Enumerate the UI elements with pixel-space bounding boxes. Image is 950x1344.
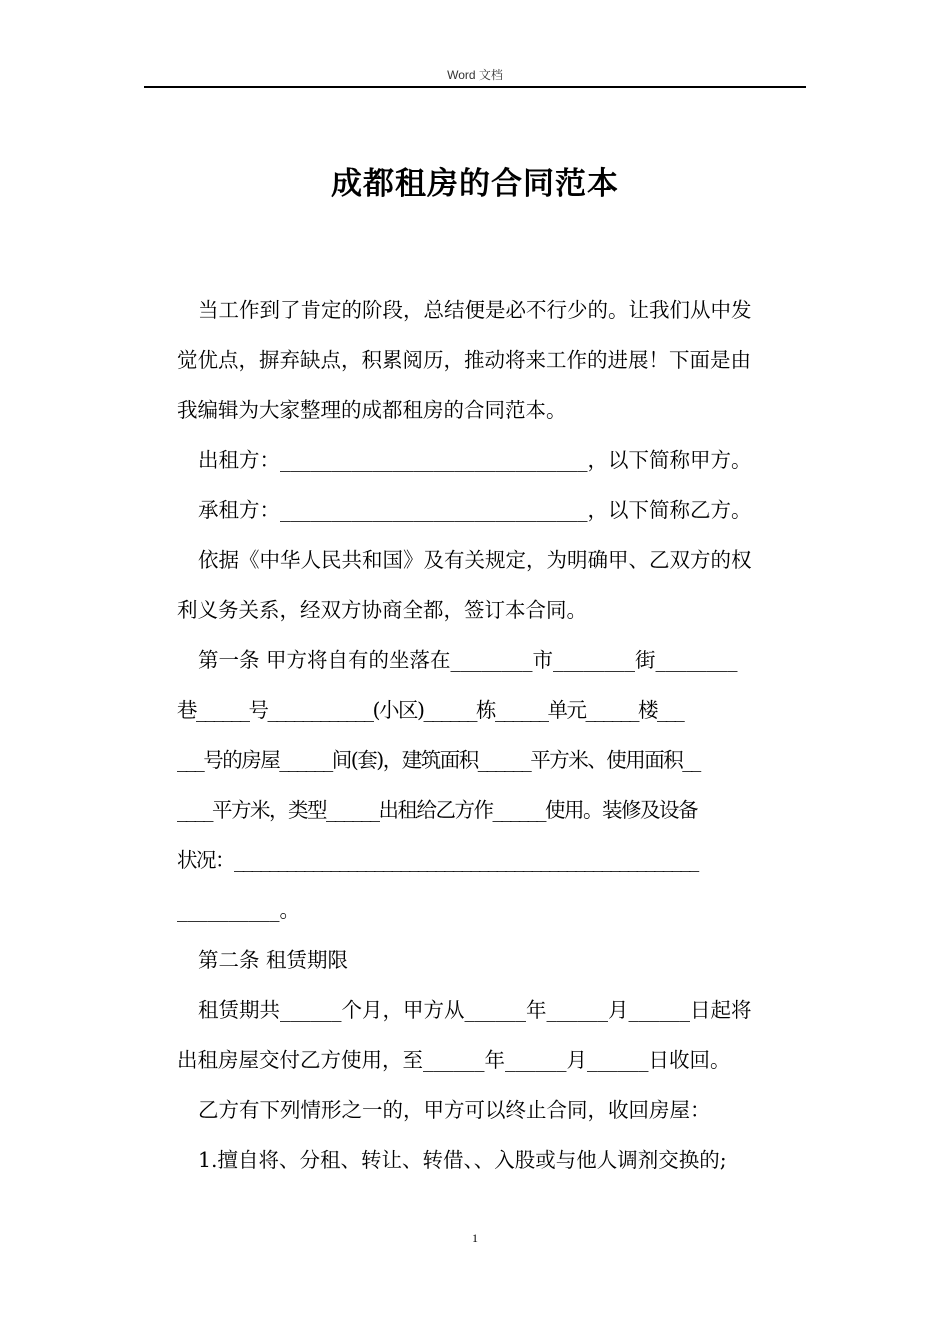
header-divider bbox=[144, 86, 806, 88]
basis-line-1: 依据《中华人民共和国》及有关规定，为明确甲、乙双方的权 bbox=[198, 548, 752, 572]
article-2-heading: 第二条 租赁期限 bbox=[198, 948, 349, 972]
page-number: 1 bbox=[472, 1231, 478, 1245]
intro-line-2: 觉优点，摒弃缺点，积累阅历，推动将来工作的进展！下面是由 bbox=[177, 348, 751, 372]
article-1-line-2: 巷______号____________(小区)______栋______单元______楼___ bbox=[177, 698, 684, 722]
document-body bbox=[177, 285, 807, 1185]
article-1 bbox=[177, 635, 807, 935]
termination-item-1: 1.擅自将、分租、转让、转借、、入股或与他人调剂交换的; bbox=[198, 1148, 727, 1172]
article-1-line-4: ____平方米，类型______出租给乙方作______使用。装修及设备 bbox=[177, 798, 697, 822]
article-1-line-3: ___号的房屋______间(套)，建筑面积______平方米、使用面积__ bbox=[177, 748, 700, 772]
basis-paragraph bbox=[177, 535, 807, 635]
intro-paragraph bbox=[177, 285, 807, 435]
termination-clause: 乙方有下列情形之一的，甲方可以终止合同，收回房屋： bbox=[198, 1098, 711, 1122]
article-1-line-5: 状况：_____________________________________________________ bbox=[177, 848, 698, 872]
intro-line-3: 我编辑为大家整理的成都租房的合同范本。 bbox=[177, 398, 567, 422]
article-1-line-1: 第一条 甲方将自有的坐落在________市________街________ bbox=[198, 648, 738, 672]
document-title: 成都租房的合同范本 bbox=[331, 166, 619, 202]
basis-line-2: 利义务关系，经双方协商全都，签订本合同。 bbox=[177, 598, 587, 622]
intro-line-1: 当工作到了肯定的阶段，总结便是必不行少的。让我们从中发 bbox=[198, 298, 752, 322]
article-1-line-6: __________。 bbox=[177, 898, 300, 922]
article-2-term bbox=[177, 985, 807, 1085]
lessor-line: 出租方：______________________________，以下简称甲方。 bbox=[198, 448, 752, 472]
article-2-line-1: 租赁期共______个月，甲方从______年______月______日起将 bbox=[198, 998, 752, 1022]
article-2-line-2: 出租房屋交付乙方使用，至______年______月______日收回。 bbox=[177, 1048, 731, 1072]
page-header: Word 文档 bbox=[447, 68, 503, 82]
lessee-line: 承租方：______________________________，以下简称乙方。 bbox=[198, 498, 752, 522]
